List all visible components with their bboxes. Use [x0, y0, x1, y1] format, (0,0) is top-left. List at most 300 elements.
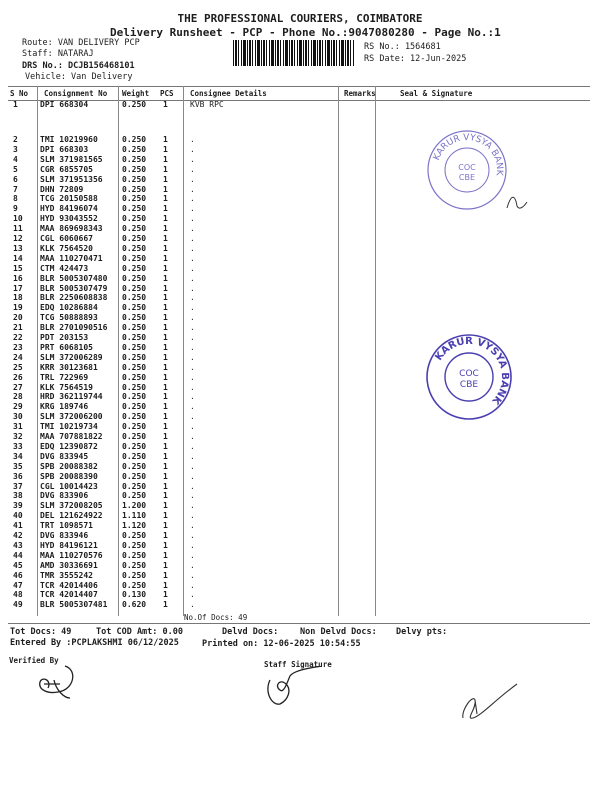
pcs: 1 [163, 432, 168, 441]
consignment-no: MAA 110270471 [40, 253, 103, 263]
consignment-no: KLK 7564519 [40, 382, 93, 392]
consignment-no: MAA 707881822 [40, 432, 103, 441]
weight: 0.250 [122, 263, 147, 273]
serial-no: 28 [13, 392, 23, 402]
company-title: THE PROFESSIONAL COURIERS, COIMBATORE [177, 12, 423, 25]
serial-no: 44 [13, 550, 23, 560]
weight: 0.250 [122, 342, 147, 352]
table-row [0, 442, 600, 452]
consignee-details: . [190, 224, 195, 234]
table-row [0, 155, 600, 165]
consignment-no: BLR 2250608838 [40, 293, 108, 303]
serial-no: 7 [13, 184, 18, 194]
pcs: 1 [163, 234, 168, 243]
pcs: 1 [163, 164, 168, 174]
consignment-no: EDQ 12390872 [40, 441, 98, 451]
consignment-no: SLM 372006200 [40, 412, 103, 422]
pcs: 1 [163, 154, 168, 164]
weight: 0.250 [122, 333, 147, 342]
serial-no: 46 [13, 570, 23, 580]
consignee-details: . [190, 243, 195, 253]
pcs: 1 [163, 560, 168, 570]
weight: 0.250 [122, 540, 147, 550]
pcs: 1 [163, 550, 168, 560]
weight: 0.250 [122, 283, 147, 293]
pcs: 1 [163, 293, 168, 303]
signature-scribble [455, 680, 525, 725]
drs-no: DRS No.: DCJB156468101 [22, 61, 135, 71]
pcs: 1 [163, 243, 168, 253]
staff-signature [262, 666, 332, 711]
consignment-no: TCG 20150588 [40, 194, 98, 204]
table-row [0, 501, 600, 511]
no-of-docs: No.Of Docs: 49 [184, 613, 248, 622]
serial-no: 9 [13, 204, 18, 214]
pcs: 1 [163, 600, 168, 610]
consignee-details: . [190, 501, 195, 511]
table-header [8, 86, 590, 101]
table-row [0, 293, 600, 303]
pcs: 1 [163, 224, 168, 234]
table-row [0, 541, 600, 551]
consignment-no: MAA 110270576 [40, 550, 103, 560]
svg-text:KARUR VYSYA BANK: KARUR VYSYA BANK [433, 335, 511, 407]
consignment-no: KRG 189746 [40, 402, 89, 412]
consignment-no: SLM 372008205 [40, 501, 103, 511]
consignment-no: SPB 20088382 [40, 461, 98, 471]
consignee-details: . [190, 184, 195, 194]
table-row [0, 561, 600, 571]
weight: 0.250 [122, 135, 147, 144]
consignee-details: . [190, 392, 195, 402]
consignee-details: . [190, 283, 195, 293]
pcs: 1 [163, 521, 168, 531]
pcs: 1 [163, 491, 168, 501]
consignment-no: KRR 30123681 [40, 362, 98, 372]
pcs: 1 [163, 441, 168, 451]
consignee-details: . [190, 342, 195, 352]
consignee-details: . [190, 570, 195, 580]
pcs: 1 [163, 135, 168, 144]
consignment-no: CGL 10014423 [40, 481, 98, 491]
table-row [0, 165, 600, 175]
consignee-details: . [190, 135, 195, 144]
route: Route: VAN DELIVERY PCP [22, 38, 140, 48]
weight: 0.250 [122, 461, 147, 471]
consignment-no: CTM 424473 [40, 263, 89, 273]
consignee-details: . [190, 164, 195, 174]
table-row [0, 590, 600, 600]
serial-no: 42 [13, 531, 23, 540]
weight: 0.620 [122, 600, 147, 610]
serial-no: 11 [13, 224, 23, 234]
consignment-no: CGR 6855705 [40, 164, 93, 174]
pcs: 1 [163, 333, 168, 342]
weight: 0.250 [122, 471, 147, 481]
table-row [0, 600, 600, 610]
weight: 0.250 [122, 253, 147, 263]
consignee-details: . [190, 471, 195, 481]
table-row [0, 491, 600, 501]
svg-text:KARUR VYSYA BANK: KARUR VYSYA BANK [431, 132, 505, 177]
table-row [0, 571, 600, 581]
pcs: 1 [163, 412, 168, 422]
consignment-no: TCG 50888893 [40, 313, 98, 323]
serial-no: 25 [13, 362, 23, 372]
bank-stamp [424, 332, 514, 422]
table-row [0, 244, 600, 254]
weight: 0.250 [122, 164, 147, 174]
table-row [0, 472, 600, 482]
serial-no: 29 [13, 402, 23, 412]
serial-no: 31 [13, 422, 23, 432]
serial-no: 27 [13, 382, 23, 392]
serial-no: 40 [13, 511, 23, 521]
pcs: 1 [163, 372, 168, 382]
vehicle: Vehicle: Van Delivery [25, 72, 133, 82]
tot-docs: Tot Docs: 49 [10, 627, 72, 637]
table-row [0, 224, 600, 234]
weight: 0.250 [122, 313, 147, 323]
consignee-details: . [190, 362, 195, 372]
weight: 0.250 [122, 154, 147, 164]
weight: 1.120 [122, 521, 147, 531]
pcs: 1 [163, 352, 168, 362]
serial-no: 35 [13, 461, 23, 471]
pcs: 1 [163, 402, 168, 412]
pcs: 1 [163, 451, 168, 461]
consignment-no: PDT 203153 [40, 333, 89, 342]
col-pcs: PCS [160, 89, 174, 98]
pcs: 1 [163, 481, 168, 491]
pcs: 1 [163, 323, 168, 333]
consignee-details: . [190, 521, 195, 531]
table-row [0, 100, 600, 110]
serial-no: 17 [13, 283, 23, 293]
consignee-details: . [190, 550, 195, 560]
staff-signature-label: Staff Signature [264, 660, 332, 669]
consignment-no: BLR 2701090516 [40, 323, 108, 333]
consignment-no: PRT 6068105 [40, 342, 93, 352]
weight: 0.250 [122, 184, 147, 194]
consignment-no: SLM 371951356 [40, 174, 103, 184]
weight: 0.250 [122, 204, 147, 214]
weight: 0.250 [122, 362, 147, 372]
svg-text:CBE: CBE [459, 380, 479, 390]
svg-text:COC: COC [459, 369, 479, 379]
serial-no: 23 [13, 342, 23, 352]
serial-no: 19 [13, 303, 23, 313]
barcode [233, 40, 355, 66]
pcs: 1 [163, 580, 168, 590]
consignee-details: . [190, 234, 195, 243]
weight: 0.250 [122, 481, 147, 491]
consignee-details: . [190, 303, 195, 313]
weight: 0.250 [122, 550, 147, 560]
pcs: 1 [163, 392, 168, 402]
consignment-no: KLK 7564520 [40, 243, 93, 253]
pcs: 1 [163, 194, 168, 204]
tot-cod: Tot COD Amt: 0.00 [96, 627, 183, 637]
serial-no: 43 [13, 540, 23, 550]
table-row [0, 482, 600, 492]
pcs: 1 [163, 303, 168, 313]
serial-no: 13 [13, 243, 23, 253]
pcs: 1 [163, 174, 168, 184]
serial-no: 48 [13, 590, 23, 600]
weight: 0.250 [122, 224, 147, 234]
consignee-details: . [190, 412, 195, 422]
table-row [0, 511, 600, 521]
table-row [0, 264, 600, 274]
weight: 0.250 [122, 303, 147, 313]
consignee-details: . [190, 214, 195, 224]
weight: 0.250 [122, 402, 147, 412]
weight: 0.250 [122, 293, 147, 303]
weight: 0.250 [122, 144, 147, 154]
pcs: 1 [163, 422, 168, 432]
consignee-details: . [190, 263, 195, 273]
verified-by: Verified By [9, 656, 59, 665]
consignment-no: TMI 10219960 [40, 135, 98, 144]
consignee-details: . [190, 333, 195, 342]
consignee-details: . [190, 144, 195, 154]
consignment-no: DEL 121624922 [40, 511, 103, 521]
serial-no: 49 [13, 600, 23, 610]
pcs: 1 [163, 461, 168, 471]
pcs: 1 [163, 531, 168, 540]
consignment-no: TMR 3555242 [40, 570, 93, 580]
weight: 0.250 [122, 441, 147, 451]
serial-no: 8 [13, 194, 18, 204]
serial-no: 26 [13, 372, 23, 382]
col-sno: S No [10, 89, 29, 98]
col-consignment: Consignment No [44, 89, 108, 98]
consignee-details: . [190, 441, 195, 451]
consignee-details: . [190, 313, 195, 323]
serial-no: 37 [13, 481, 23, 491]
pcs: 1 [163, 100, 168, 109]
table-row [0, 234, 600, 244]
table-row [0, 145, 600, 155]
weight: 0.130 [122, 590, 147, 600]
pcs: 1 [163, 540, 168, 550]
pcs: 1 [163, 184, 168, 194]
consignee-details: . [190, 204, 195, 214]
table-row [0, 452, 600, 462]
consignee-details: . [190, 273, 195, 283]
consignee-details: . [190, 382, 195, 392]
consignee-details: . [190, 323, 195, 333]
consignment-no: SLM 372006289 [40, 352, 103, 362]
table-row [0, 462, 600, 472]
consignment-no: DVG 833946 [40, 531, 89, 540]
table-row [0, 303, 600, 313]
consignee-details: . [190, 600, 195, 610]
consignment-no: HYD 93043552 [40, 214, 98, 224]
pcs: 1 [163, 570, 168, 580]
consignment-no: TMI 10219734 [40, 422, 98, 432]
weight: 0.250 [122, 491, 147, 501]
consignee-details: . [190, 372, 195, 382]
weight: 0.250 [122, 352, 147, 362]
col-seal: Seal & Signature [400, 89, 473, 98]
table-row [0, 254, 600, 264]
consignment-no: HYD 84196074 [40, 204, 98, 214]
consignee-details: . [190, 293, 195, 303]
consignment-no: TRT 1098571 [40, 521, 93, 531]
consignee-details: . [190, 590, 195, 600]
serial-no: 32 [13, 432, 23, 441]
consignment-no: DPI 668304 [40, 100, 89, 109]
consignment-no: BLR 5005307481 [40, 600, 108, 610]
consignment-no: HYD 84196121 [40, 540, 98, 550]
weight: 0.250 [122, 422, 147, 432]
weight: 0.250 [122, 451, 147, 461]
delvy-pts: Delvy pts: [396, 627, 448, 637]
consignee-details: . [190, 451, 195, 461]
table-row [0, 284, 600, 294]
consignee-details: . [190, 481, 195, 491]
weight: 0.250 [122, 243, 147, 253]
consignment-no: DHN 72809 [40, 184, 84, 194]
weight: 0.250 [122, 372, 147, 382]
consignee-details: . [190, 560, 195, 570]
consignee-details: . [190, 402, 195, 412]
serial-no: 2 [13, 135, 18, 144]
pcs: 1 [163, 471, 168, 481]
serial-no: 16 [13, 273, 23, 283]
delvd-docs: Delvd Docs: [222, 627, 279, 637]
pcs: 1 [163, 501, 168, 511]
consignment-no: DVG 833945 [40, 451, 89, 461]
weight: 1.200 [122, 501, 147, 511]
weight: 0.250 [122, 392, 147, 402]
svg-text:CBE: CBE [458, 173, 476, 182]
weight: 0.250 [122, 432, 147, 441]
serial-no: 45 [13, 560, 23, 570]
consignee-details: . [190, 432, 195, 441]
pcs: 1 [163, 511, 168, 521]
serial-no: 36 [13, 471, 23, 481]
pcs: 1 [163, 273, 168, 283]
col-weight: Weight [122, 89, 150, 98]
serial-no: 30 [13, 412, 23, 422]
weight: 0.250 [122, 570, 147, 580]
table-row [0, 551, 600, 561]
table-row [0, 214, 600, 224]
pcs: 1 [163, 283, 168, 293]
weight: 0.250 [122, 580, 147, 590]
serial-no: 12 [13, 234, 23, 243]
consignee-details: . [190, 154, 195, 164]
pcs: 1 [163, 362, 168, 372]
weight: 1.110 [122, 511, 147, 521]
weight: 0.250 [122, 100, 147, 109]
consignee-details: . [190, 352, 195, 362]
weight: 0.250 [122, 194, 147, 204]
serial-no: 20 [13, 313, 23, 323]
entered-by: Entered By :PCPLAKSHMI 06/12/2025 [10, 638, 179, 648]
pcs: 1 [163, 263, 168, 273]
consignment-no: EDQ 10286884 [40, 303, 98, 313]
table-row [0, 521, 600, 531]
consignee-details: . [190, 461, 195, 471]
rs-no: RS No.: 1564681 [364, 42, 441, 52]
serial-no: 3 [13, 144, 18, 154]
pcs: 1 [163, 144, 168, 154]
weight: 0.250 [122, 174, 147, 184]
serial-no: 1 [13, 100, 18, 109]
serial-no: 15 [13, 263, 23, 273]
table-row [0, 581, 600, 591]
table-row [0, 175, 600, 185]
serial-no: 14 [13, 253, 23, 263]
pcs: 1 [163, 382, 168, 392]
consignee-details: . [190, 194, 195, 204]
verifier-signature [30, 660, 80, 705]
consignment-no: DPI 668303 [40, 144, 89, 154]
consignee-details: . [190, 511, 195, 521]
consignment-no: TCR 42014407 [40, 590, 98, 600]
consignee-details: . [190, 422, 195, 432]
consignment-no: BLR 5005307480 [40, 273, 108, 283]
pcs: 1 [163, 253, 168, 263]
consignment-no: AMD 30336691 [40, 560, 98, 570]
consignment-no: TRL 722969 [40, 372, 89, 382]
table-row [0, 531, 600, 541]
svg-text:COC: COC [458, 163, 476, 172]
consignee-details: . [190, 540, 195, 550]
table-row [0, 274, 600, 284]
printed-on: Printed on: 12-06-2025 10:54:55 [202, 639, 361, 649]
serial-no: 5 [13, 164, 18, 174]
consignment-no: CGL 6060667 [40, 234, 93, 243]
pcs: 1 [163, 204, 168, 214]
consignee-details: . [190, 253, 195, 263]
table-row [0, 313, 600, 323]
consignment-no: HRD 362119744 [40, 392, 103, 402]
weight: 0.250 [122, 323, 147, 333]
consignment-no: SLM 371981565 [40, 154, 103, 164]
col-consignee: Consignee Details [190, 89, 267, 98]
serial-no: 41 [13, 521, 23, 531]
rs-date: RS Date: 12-Jun-2025 [364, 54, 467, 64]
consignee-details: . [190, 580, 195, 590]
serial-no: 24 [13, 352, 23, 362]
pcs: 1 [163, 313, 168, 323]
serial-no: 33 [13, 441, 23, 451]
col-remarks: Remarks [344, 89, 376, 98]
weight: 0.250 [122, 560, 147, 570]
consignment-no: SPB 20088390 [40, 471, 98, 481]
serial-no: 38 [13, 491, 23, 501]
pcs: 1 [163, 214, 168, 224]
serial-no: 22 [13, 333, 23, 342]
consignment-no: DVG 833906 [40, 491, 89, 501]
serial-no: 4 [13, 154, 18, 164]
consignment-no: TCR 42014406 [40, 580, 98, 590]
non-delvd-docs: Non Delvd Docs: [300, 627, 377, 637]
weight: 0.250 [122, 234, 147, 243]
weight: 0.250 [122, 214, 147, 224]
pcs: 1 [163, 590, 168, 600]
serial-no: 39 [13, 501, 23, 511]
table-row [0, 135, 600, 145]
runsheet-title: Delivery Runsheet - PCP - Phone No.:9047080280 - Page No.:1 [110, 26, 501, 39]
weight: 0.250 [122, 412, 147, 422]
consignee-details: . [190, 531, 195, 540]
